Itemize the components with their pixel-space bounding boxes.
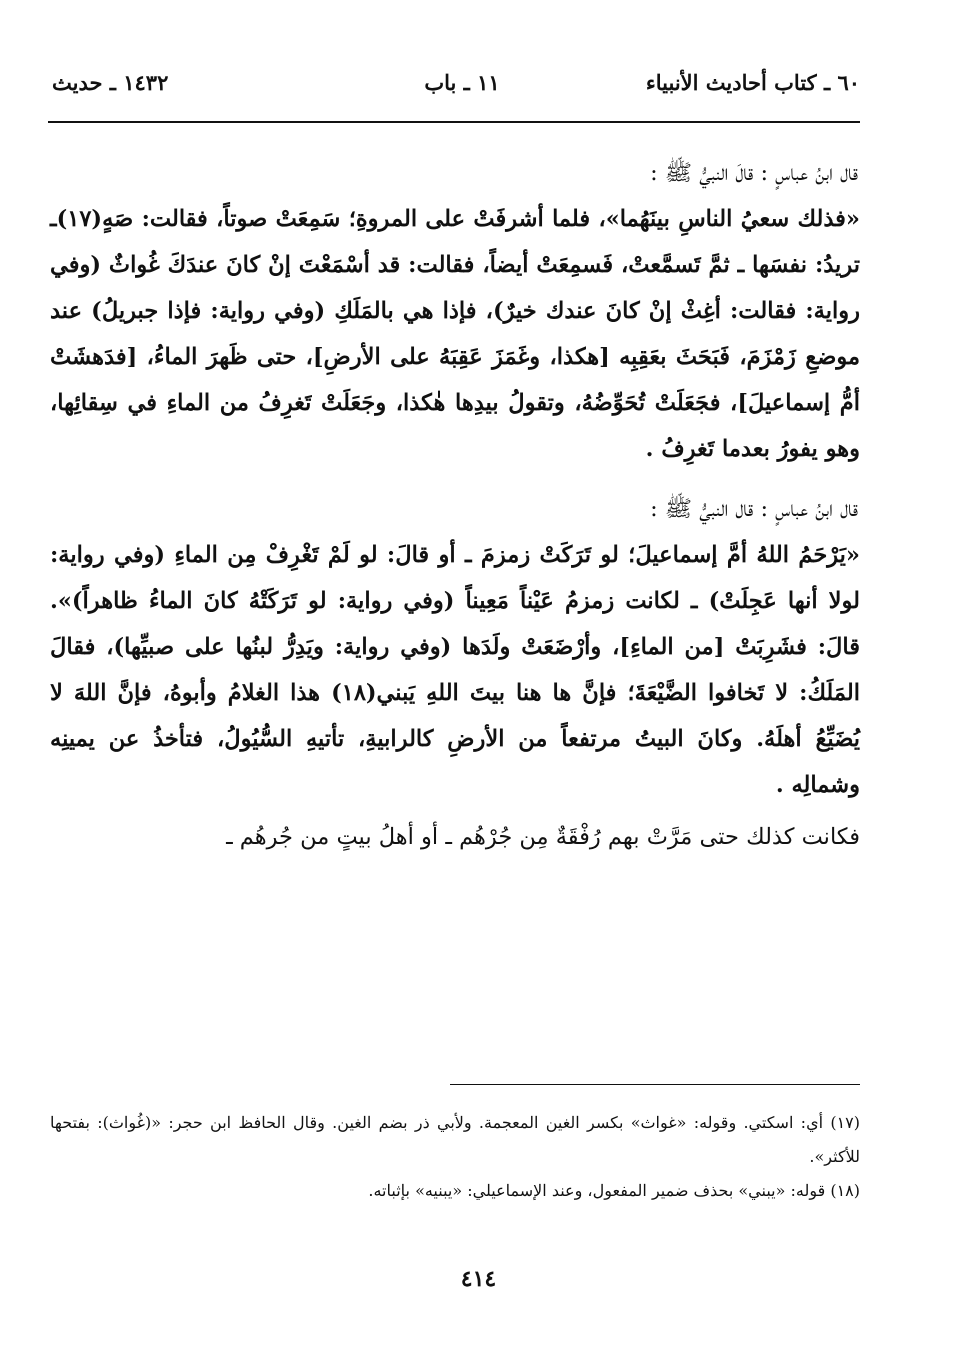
narration-intro-2: قال ابنُ عباسٍ : قال النبيُّ ﷺ : bbox=[650, 496, 858, 522]
header-chapter: ١١ ـ باب bbox=[424, 70, 500, 95]
main-text bbox=[50, 150, 860, 860]
header-divider bbox=[48, 121, 860, 123]
hadith-paragraph-2: «يَرْحَمُ اللهُ أمَّ إسماعيلَ؛ لو تَرَكَتْ زمزمَ ـ أو قالَ: لو لَمْ تَغْرِفْ مِن الماءِ (وفي رواية: لولا أنها عَجِلَتْ) ـ لكانت زمزمُ عَيْناً مَعِيناً (وفي رواية: لو تَرَكَتْهُ كانَ الماءُ ظاهراً)». قالَ: فشَرِبَتْ [من الماءِ]، وأرْضَعَتْ ولَدَها (وفي رواية: ويَدِرُّ لبنُها على صبيِّها)، فقالَ المَلَكُ: لا تَخافوا الضَّيْعَةَ؛ فإنَّ ها هنا بيتَ اللهِ يَبني(١٨) هذا الغلامُ وأبوهُ، فإنَّ اللهَ لا يُضَيِّعُ أهلَهُ. وكانَ البيتُ مرتفعاً من الأرضِ كالرابيةِ، تأتيهِ السُّيُولُ، فتأخذُ عن يمينِه وشمالِه . bbox=[50, 542, 860, 798]
narration-intro-1: قال ابنُ عباسٍ : قالَ النبيُّ ﷺ : bbox=[650, 160, 858, 186]
header-hadith-number: ١٤٣٢ ـ حديث bbox=[52, 70, 169, 95]
footnote-17: (١٧) أي: اسكتي. وقوله: «غواث» بكسر الغين المعجمة. ولأبي ذر بضم الغين. وقال الحافظ ابن حجر: «(غُواث): بفتحها للأكثر». bbox=[50, 1113, 860, 1166]
page-number: ٤١٤ bbox=[460, 1266, 497, 1292]
footnotes bbox=[50, 1106, 860, 1208]
footnote-18: (١٨) قوله: «يبني» بحذف ضمير المفعول، وعند الإسماعيلي: «يبنيه» بإثباته. bbox=[368, 1181, 860, 1200]
narrative-paragraph-3: فكانت كذلك حتى مَرَّتْ بهم رُفْقَةٌ مِن جُرْهُم ـ أو أهلُ بيتٍ من جُرهُم ـ bbox=[226, 824, 860, 850]
footnote-divider bbox=[450, 1084, 860, 1085]
header-book-title: ٦٠ ـ كتاب أحاديث الأنبياء bbox=[645, 70, 860, 95]
running-header bbox=[52, 70, 860, 110]
hadith-paragraph-1: «فذلك سعيُ الناسِ بينَهُما»، فلما أشرفَتْ على المروةِ؛ سَمِعَتْ صوتاً، فقالت: صَهٍ(١٧)ـ تريدُ: نفسَها ـ ثمَّ تَسمَّعتْ، فَسمِعَتْ أيضاً، فقالت: قد أسْمَعْتَ إنْ كانَ عندَكَ غُواثٌ (وفي رواية: فقالت: أغِثْ إنْ كانَ عندك خيرٌ)، فإذا هي بالمَلَكِ (وفي رواية: فإذا جبريلُ) عند موضعِ زَمْزَمَ، فَبَحَثَ بعَقِبِه [هكذا، وغَمَزَ عَقِبَهُ على الأرضِ]، حتى ظَهرَ الماءُ، [فدَهشَتْ أمُّ إسماعيلَ]، فجَعَلَتْ تُحَوِّضُهُ، وتقولُ بيدِها هٰكذا، وجَعَلَتْ تَغرِفُ من الماءِ في سِقائِها، وهو يفورُ بعدما تَغرِفُ . bbox=[50, 206, 860, 462]
